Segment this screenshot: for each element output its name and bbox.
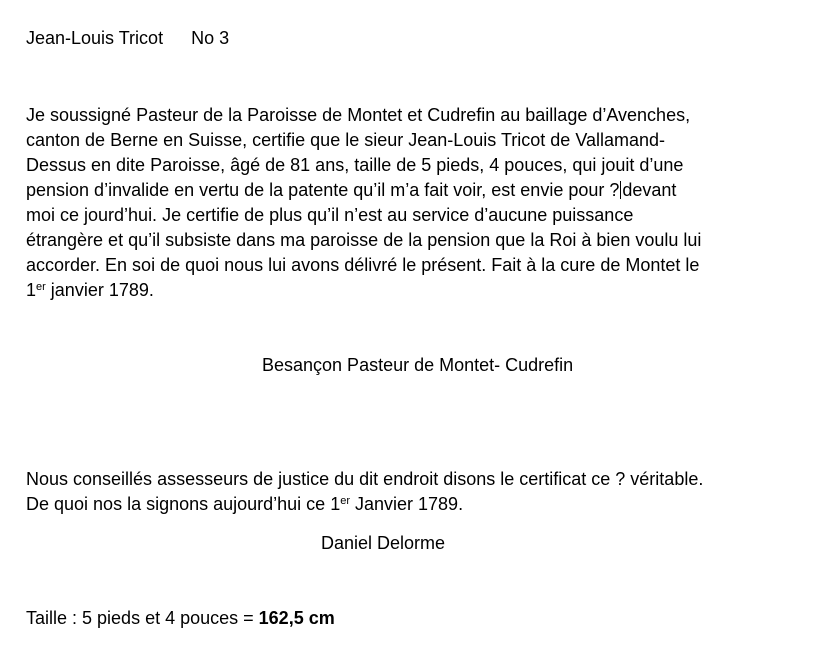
date-day: 1 — [26, 280, 37, 300]
certificate-line — [26, 278, 806, 303]
certificate-line: moi ce jourd’hui. Je certifie de plus qu’il n’est au service d’aucune puissance — [26, 205, 634, 225]
assessors-line — [26, 492, 806, 517]
certificate-line: Je soussigné Pasteur de la Paroisse de Montet et Cudrefin au baillage d’Avenches, — [26, 105, 691, 125]
date-superscript: er — [36, 281, 46, 293]
certificate-line: accorder. En soi de quoi nous lui avons délivré le présent. Fait à la cure de Montet le — [26, 255, 700, 275]
document-header — [26, 26, 229, 51]
certificate-line-text: pension d’invalide en vertu de la patente qu’il m’a fait voir, est envie pour ? — [26, 180, 620, 200]
assessors-line: Nous conseillés assesseurs de justice du dit endroit disons le certificat ce ? véritable. — [26, 469, 704, 489]
pastor-signature: Besançon Pasteur de Montet- Cudrefin — [262, 355, 574, 375]
date-rest: janvier 1789. — [45, 280, 154, 300]
certificate-line — [26, 178, 806, 203]
assessors-line-text: Janvier 1789. — [350, 494, 464, 514]
assessor-signature: Daniel Delorme — [321, 533, 446, 553]
document-number: No 3 — [191, 28, 230, 48]
person-name: Jean-Louis Tricot — [26, 28, 164, 48]
certificate-paragraph — [26, 103, 806, 303]
date-superscript: er — [340, 495, 350, 507]
height-note-label: Taille : 5 pieds et 4 pouces = — [26, 608, 259, 628]
height-note-value: 162,5 cm — [258, 608, 335, 628]
assessors-paragraph — [26, 467, 806, 517]
assessors-line-text: De quoi nos la signons aujourd’hui ce 1 — [26, 494, 341, 514]
certificate-line: étrangère et qu’il subsiste dans ma paroisse de la pension que la Roi à bien voulu lui — [26, 230, 702, 250]
height-note — [26, 606, 335, 631]
certificate-line: canton de Berne en Suisse, certifie que le sieur Jean-Louis Tricot de Vallamand- — [26, 130, 666, 150]
certificate-line: Dessus en dite Paroisse, âgé de 81 ans, taille de 5 pieds, 4 pouces, qui jouit d’une — [26, 155, 684, 175]
certificate-line-text: devant — [622, 180, 677, 200]
